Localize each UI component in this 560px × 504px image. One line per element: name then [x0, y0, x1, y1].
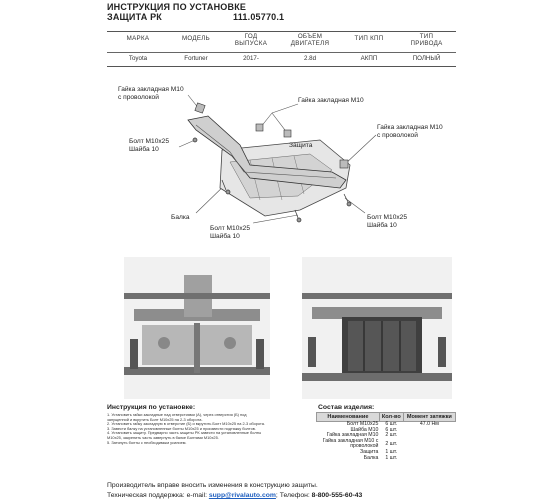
part-name: Гайка закладная М10	[326, 432, 379, 439]
instruction-step: 3. Завести балку на установленные болты М10х25 и произвести подтяжку болтов.	[107, 425, 256, 431]
parts-table	[316, 412, 456, 461]
bolt-4	[193, 138, 197, 142]
parts-title: Состав изделия:	[318, 404, 375, 411]
instruction-step: 4. Установить защиту. Предварно часть защиты РК завести на установленные болты	[107, 430, 262, 436]
spec-header-model: МОДЕЛЬ	[181, 35, 211, 42]
spec-value-gearbox: АКПП	[360, 55, 378, 62]
spec-value-model: Fortuner	[184, 55, 208, 62]
instructions-title: Инструкция по установке:	[107, 404, 196, 411]
spec-value-year: 2017-	[243, 55, 259, 62]
spec-col-model	[169, 32, 223, 66]
label-nut-left: Гайка закладная М10 с проволокой	[118, 86, 184, 101]
footer-notice: Производитель вправе вносить изменения в конструкцию защиты.	[107, 482, 318, 489]
article-number: 111.05770.1	[233, 12, 285, 22]
instructions-steps	[107, 413, 307, 445]
leader-bolt-left	[179, 140, 195, 147]
nut-right	[340, 160, 348, 168]
part-name: Защита	[359, 448, 379, 455]
parts-header-torque: Момент затяжки	[403, 413, 455, 422]
part-qty: 6 шт.	[385, 426, 398, 433]
leader-nut-right	[344, 135, 376, 165]
part-name: Гайка закладная М10 с проволокой	[322, 437, 379, 450]
nut-top-1	[256, 124, 263, 131]
photo-underbody-before-art	[124, 257, 270, 399]
spec-value-drive: ПОЛНЫЙ	[412, 55, 441, 62]
support-phone: 8-800-555-60-43	[311, 492, 363, 499]
photo-underbody-after-art	[302, 257, 452, 399]
bolt-2	[297, 218, 301, 222]
support-prefix: Техническая поддержка: e-mail:	[107, 492, 209, 499]
spec-divider	[107, 52, 456, 53]
label-bolt-right: Болт М10х25 Шайба 10	[367, 214, 408, 229]
spec-value-brand: Toyota	[128, 55, 148, 62]
part-torque	[403, 439, 455, 450]
table-row	[317, 456, 456, 462]
footer-support	[107, 492, 362, 499]
nut-top-2	[284, 130, 291, 137]
part-qty: 6 шт.	[385, 421, 398, 427]
label-protection: Защита	[289, 142, 313, 149]
spec-col-brand	[107, 32, 169, 66]
instruction-step: 1. Установить гайки закладные над отверстиями (А), через отверстия (Б) под	[107, 412, 247, 417]
spec-header-year: ГОД ВЫПУСКА	[234, 33, 268, 47]
part-torque: 47.0 Нм	[419, 421, 439, 427]
instruction-step: 5. Затянуть болты с необходимым усилием.	[107, 439, 187, 445]
label-nut-top: Гайка закладная М10	[298, 97, 364, 104]
vehicle-spec-table	[107, 31, 456, 67]
instruction-step: 2. Установить гайку закладную в отверстие (Б) и вкрутить Болт М10х25 на 2-3 оборота.	[107, 421, 265, 427]
doc-subtitle: ЗАЩИТА РК	[107, 12, 163, 22]
parts-header-name: Наименование	[317, 413, 380, 422]
parts-header-qty: Кол-во	[379, 413, 403, 422]
label-bolt-left: Болт М10х25 Шайба 10	[129, 138, 170, 153]
doc-title: ИНСТРУКЦИЯ ПО УСТАНОВКЕ	[107, 2, 247, 12]
spec-header-gearbox: ТИП КПП	[354, 35, 384, 42]
spec-col-gearbox	[341, 32, 397, 66]
part-name: Балка	[363, 454, 379, 461]
instruction-step: запущенной и вкрутить Болт М10х25 на 2-3 оборота.	[107, 416, 203, 422]
photo-underbody-after	[302, 257, 452, 399]
nut-left	[195, 103, 205, 113]
photo-underbody-before	[124, 257, 270, 399]
part-torque	[403, 456, 455, 462]
leader-bolt-bottom	[253, 215, 298, 223]
label-nut-right: Гайка закладная М10 с проволокой	[377, 124, 443, 139]
part-name: Болт М10х25	[346, 421, 379, 427]
instruction-step: М10х25, закрепить часть завернуть в балке Болтами М10х25.	[107, 434, 219, 440]
part-qty: 2 шт.	[385, 432, 398, 439]
spec-header-drive: ТИП ПРИВОДА	[410, 33, 443, 47]
label-beam: Балка	[171, 214, 190, 221]
spec-header-brand: МАРКА	[126, 35, 150, 42]
support-email-link[interactable]: supp@rivalauto.com	[208, 492, 276, 499]
spec-header-engine: ОБЪЕМ ДВИГАТЕЛЯ	[290, 33, 330, 47]
spec-col-year	[223, 32, 279, 66]
leader-nut-top-1	[272, 104, 298, 113]
phone-prefix: ; Телефон:	[275, 492, 312, 499]
spec-value-engine: 2.8d	[303, 55, 317, 62]
part-name: Шайба М10	[350, 426, 379, 433]
bolt-1	[226, 190, 230, 194]
spec-col-drive	[397, 32, 456, 66]
label-bolt-bottom: Болт М10х25 Шайба 10	[210, 225, 251, 240]
part-qty: 1 шт.	[385, 448, 398, 455]
part-qty: 1 шт.	[385, 454, 398, 461]
part-qty: 2 шт.	[385, 440, 398, 447]
bolt-3	[347, 202, 351, 206]
spec-col-engine	[279, 32, 341, 66]
